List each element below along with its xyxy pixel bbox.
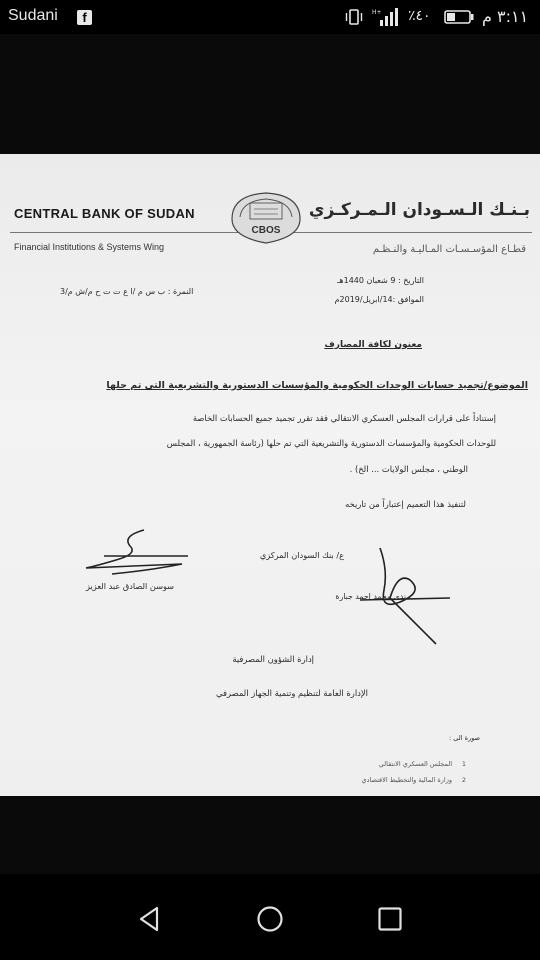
clock: ٣:١١ م xyxy=(482,7,529,26)
battery-icon xyxy=(444,10,474,24)
signature-org: ع/ بنك السودان المركزي xyxy=(259,550,344,560)
copy-number: 2 xyxy=(461,776,466,784)
document-page xyxy=(0,154,540,796)
signatory-left: سوسن الصادق عبد العزيز xyxy=(86,581,175,591)
wing-name-en: Financial Institutions & Systems Wing xyxy=(14,242,165,252)
signal-icon xyxy=(372,7,398,27)
copy-recipient: المجلس العسكري الانتقالي xyxy=(378,760,452,768)
date-hijri: التاريخ : 9 شعبان 1440هـ xyxy=(337,276,424,285)
svg-text:H+: H+ xyxy=(372,9,382,16)
wing-name-ar: قطـاع المؤسـسـات المـاليـة والنـظـم xyxy=(372,244,526,255)
photo-viewer[interactable] xyxy=(0,34,540,874)
copy-recipient: وزارة المالية والتخطيط الاقتصادي xyxy=(361,776,452,784)
addressee: معنون لكافة المصارف xyxy=(324,340,422,350)
bank-name-en: CENTRAL BANK OF SUDAN xyxy=(14,206,195,221)
department-general: الإدارة العامة لتنظيم وتنمية الجهاز المصرفي xyxy=(215,688,368,698)
date-gregorian: الموافق :14/ابريل/2019م xyxy=(334,295,424,304)
logo-text: CBOS xyxy=(251,225,281,236)
subject-line: الموضوع/تجميد حسابات الوحدات الحكومية والمؤسسات الدستورية والتشريعية التي تم حلها xyxy=(106,380,528,391)
facebook-icon: f xyxy=(77,10,92,25)
recent-apps-icon[interactable] xyxy=(375,904,405,934)
status-bar xyxy=(0,0,540,34)
battery-percent: ٪٤٠ xyxy=(408,8,431,24)
navigation-bar xyxy=(0,874,540,960)
body-line: إستناداً على قرارات المجلس العسكري الانتقالي فقد تقرر تجميد جميع الحسابات الخاصة xyxy=(192,413,496,423)
body-line: للوحدات الحكومية والمؤسسات الدستورية والتشريعية التي تم حلها (رئاسة الجمهورية ، المجلس xyxy=(166,438,496,448)
signatory-right: ندى محمد احمد جبارة xyxy=(335,592,406,601)
reference-number: النمرة : ب س م /ا ع ت ت ح م/ش م/3 xyxy=(60,287,194,296)
body-line: الوطني ، مجلس الولايات ... الخ) . xyxy=(349,464,468,474)
home-icon[interactable] xyxy=(255,904,285,934)
bank-name-ar: بـنـك الـسـودان الـمـركـزي xyxy=(308,200,530,220)
copy-to-label: صورة الى : xyxy=(449,734,480,742)
back-icon[interactable] xyxy=(135,904,165,934)
carrier-name: Sudani xyxy=(8,7,58,24)
vibrate-icon xyxy=(345,9,363,25)
closing-line: لتنفيذ هذا التعميم إعتباراً من تاريخه xyxy=(345,499,466,509)
copy-number: 1 xyxy=(461,760,466,768)
department-banking-affairs: إدارة الشؤون المصرفية xyxy=(232,654,314,664)
cbos-logo xyxy=(224,189,308,247)
signature-left xyxy=(82,526,192,578)
